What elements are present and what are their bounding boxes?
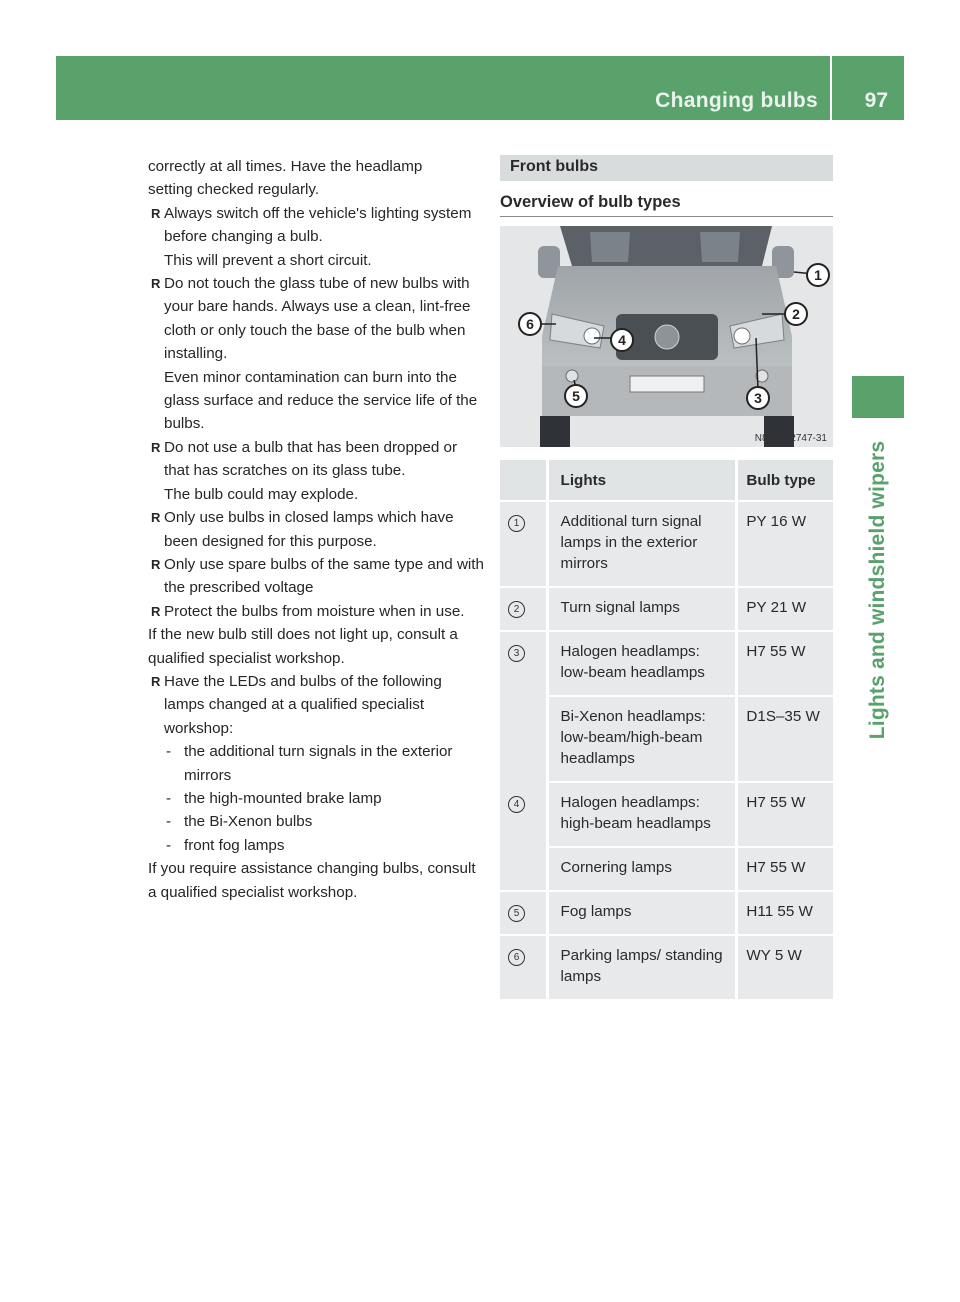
bullet-item bbox=[148, 202, 484, 249]
dash-text: the Bi-Xenon bulbs bbox=[184, 813, 313, 831]
callout-6 bbox=[519, 313, 541, 335]
van-front-illustration bbox=[500, 226, 833, 447]
callout-5 bbox=[565, 385, 587, 407]
lights-cell: Bi-Xenon headlamps: low-beam/high-beam headlamps bbox=[549, 697, 739, 783]
table-header-row bbox=[500, 460, 833, 502]
svg-text:5: 5 bbox=[572, 388, 580, 404]
bulb-type-cell: H7 55 W bbox=[738, 632, 833, 697]
bullet-note: Even minor contamination can burn into the glass surface and reduce the service life of the bulbs. bbox=[164, 368, 478, 433]
bullet-item bbox=[148, 436, 484, 483]
table-row bbox=[500, 936, 833, 1001]
circled-number: 6 bbox=[508, 949, 525, 966]
row-number-cell bbox=[500, 783, 549, 892]
left-column bbox=[148, 155, 484, 904]
subheading: Overview of bulb types bbox=[500, 193, 681, 211]
lights-cell: Fog lamps bbox=[549, 892, 739, 936]
bullet-note: This will prevent a short circuit. bbox=[164, 251, 372, 269]
bullet-text: Do not use a bulb that has been dropped or that has scratches on its glass tube. bbox=[164, 438, 457, 480]
row-number-cell bbox=[500, 588, 549, 632]
bullet-note: The bulb could may explode. bbox=[164, 485, 359, 503]
svg-text:4: 4 bbox=[618, 332, 626, 348]
bullet-item bbox=[148, 670, 484, 740]
paragraph: If the new bulb still does not light up, consult a qualified specialist workshop. bbox=[148, 626, 458, 667]
table-row bbox=[500, 502, 833, 588]
column-header-lights: Lights bbox=[549, 460, 739, 502]
row-number-cell bbox=[500, 502, 549, 588]
dash-marker: - bbox=[166, 836, 172, 854]
circled-number: 4 bbox=[508, 796, 525, 813]
dash-item bbox=[148, 740, 484, 787]
dash-text: the additional turn signals in the exterior mirrors bbox=[184, 743, 453, 784]
bulb-type-cell: H7 55 W bbox=[738, 783, 833, 848]
side-chapter-text: Lights and windshield wipers bbox=[866, 440, 889, 740]
bullet-text: Do not touch the glass tube of new bulbs with your bare hands. Always use a clean, lint-free cloth or only touch the base of the bulb when installing. bbox=[164, 275, 471, 363]
bulb-type-cell: PY 21 W bbox=[738, 588, 833, 632]
dash-marker: - bbox=[166, 743, 172, 761]
circled-number: 2 bbox=[508, 601, 525, 618]
lights-cell: Additional turn signal lamps in the exterior mirrors bbox=[549, 502, 739, 588]
dash-marker: - bbox=[166, 789, 172, 807]
table-row bbox=[500, 848, 833, 892]
callout-2 bbox=[785, 303, 807, 325]
callout-3 bbox=[747, 387, 769, 409]
dash-item bbox=[148, 810, 484, 833]
row-number-cell bbox=[500, 892, 549, 936]
intro-line-2: setting checked regularly. bbox=[148, 181, 320, 199]
lights-cell: Cornering lamps bbox=[549, 848, 739, 892]
table-row bbox=[500, 783, 833, 848]
dash-text: front fog lamps bbox=[184, 836, 285, 854]
bullet-marker: R bbox=[151, 510, 161, 526]
figure-code: N82.10-2747-31 bbox=[754, 433, 827, 444]
table-row bbox=[500, 588, 833, 632]
bullet-marker: R bbox=[151, 439, 161, 455]
callout-1 bbox=[807, 264, 829, 286]
bullet-text: Have the LEDs and bulbs of the following lamps changed at a qualified specialist workshop: bbox=[164, 672, 442, 737]
bulb-type-cell: PY 16 W bbox=[738, 502, 833, 588]
bullet-item bbox=[148, 600, 484, 623]
bulb-type-cell: H11 55 W bbox=[738, 892, 833, 936]
svg-text:6: 6 bbox=[526, 316, 534, 332]
bullet-marker: R bbox=[151, 556, 161, 572]
section-title: Front bulbs bbox=[510, 158, 598, 175]
bullet-marker: R bbox=[151, 673, 161, 689]
paragraph: If you require assistance changing bulbs, consult a qualified specialist workshop. bbox=[148, 860, 476, 901]
bullet-marker: R bbox=[151, 276, 161, 292]
bullet-text: Only use spare bulbs of the same type and with the prescribed voltage bbox=[164, 555, 484, 597]
intro-line-1: correctly at all times. Have the headlamp bbox=[148, 158, 423, 175]
lights-cell: Parking lamps/ standing lamps bbox=[549, 936, 739, 1001]
svg-text:3: 3 bbox=[754, 390, 762, 406]
dash-item bbox=[148, 787, 484, 810]
section-heading-bar bbox=[500, 155, 833, 181]
bullet-item bbox=[148, 272, 484, 366]
circled-number: 3 bbox=[508, 645, 525, 662]
dash-marker: - bbox=[166, 813, 172, 831]
circled-number: 1 bbox=[508, 515, 525, 532]
bulb-type-cell: WY 5 W bbox=[738, 936, 833, 1001]
side-thumb-tab bbox=[852, 376, 904, 418]
page-number: 97 bbox=[864, 89, 888, 112]
circled-number: 5 bbox=[508, 905, 525, 922]
table-row bbox=[500, 632, 833, 697]
row-number-cell bbox=[500, 632, 549, 783]
table-row bbox=[500, 697, 833, 783]
lights-cell: Turn signal lamps bbox=[549, 588, 739, 632]
lights-cell: Halogen headlamps: low-beam headlamps bbox=[549, 632, 739, 697]
subheading-rule bbox=[500, 216, 833, 217]
header-divider bbox=[830, 56, 832, 120]
column-header-number bbox=[500, 460, 549, 502]
dash-item bbox=[148, 834, 484, 857]
van-front-figure bbox=[500, 226, 833, 447]
bulb-type-cell: H7 55 W bbox=[738, 848, 833, 892]
row-number-cell bbox=[500, 936, 549, 1001]
bullet-text: Protect the bulbs from moisture when in use. bbox=[164, 602, 465, 620]
svg-text:2: 2 bbox=[792, 306, 800, 322]
dash-text: the high-mounted brake lamp bbox=[184, 789, 382, 807]
bullet-item bbox=[148, 553, 484, 600]
bullet-text: Only use bulbs in closed lamps which have been designed for this purpose. bbox=[164, 509, 454, 550]
callout-4 bbox=[611, 329, 633, 351]
bulb-type-cell: D1S–35 W bbox=[738, 697, 833, 783]
bullet-marker: R bbox=[151, 205, 161, 221]
bulb-type-table bbox=[500, 460, 833, 1001]
header-bar bbox=[56, 56, 904, 120]
bullet-marker: R bbox=[151, 603, 161, 619]
page-title: Changing bulbs bbox=[655, 89, 818, 112]
lights-cell: Halogen headlamps: high-beam headlamps bbox=[549, 783, 739, 848]
svg-text:1: 1 bbox=[814, 267, 822, 283]
bullet-text: Always switch off the vehicle's lighting system before changing a bulb. bbox=[164, 204, 472, 246]
bullet-item bbox=[148, 506, 484, 553]
table-row bbox=[500, 892, 833, 936]
column-header-bulb-type: Bulb type bbox=[738, 460, 833, 502]
